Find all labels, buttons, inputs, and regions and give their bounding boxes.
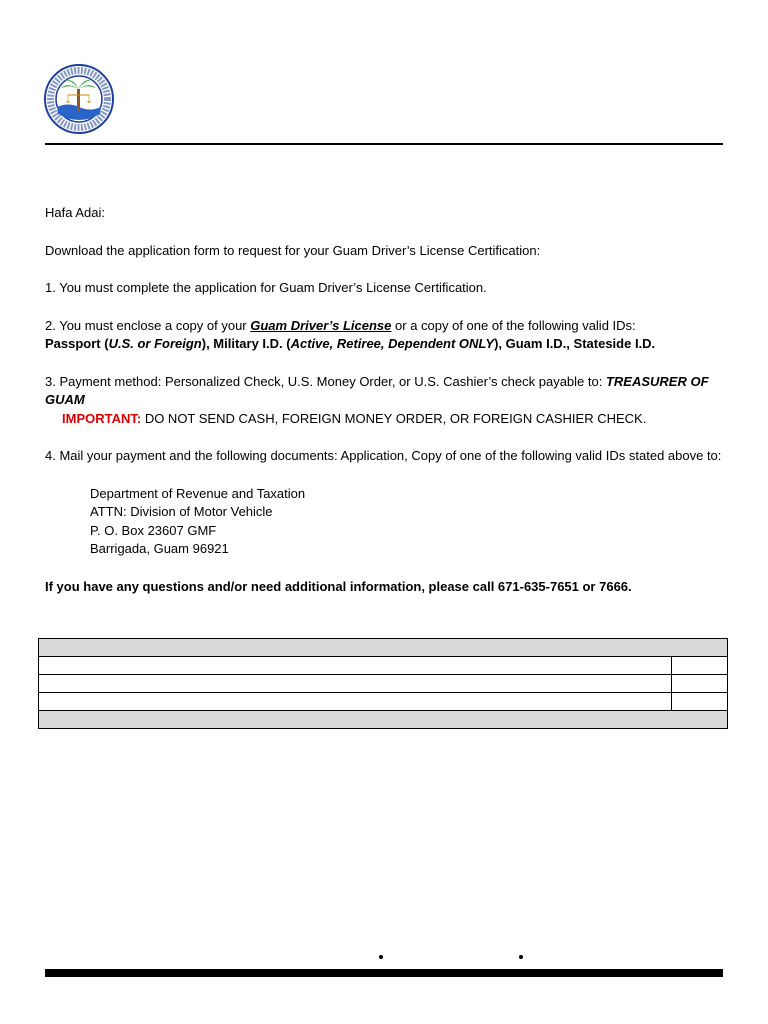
step-1: 1. You must complete the application for Guam Driver’s License Certification. [45, 280, 487, 295]
contact-info: If you have any questions and/or need additional information, please call 671-635-7651 or 7666. [45, 578, 632, 594]
step-4: 4. Mail your payment and the following documents: Application, Copy of one of the following valid IDs stated above to: [45, 448, 722, 463]
table-row [39, 711, 728, 729]
payee: TREASURER OF GUAM [45, 373, 709, 407]
table-row [39, 693, 728, 711]
footer-dot [379, 955, 383, 959]
form-table [38, 638, 728, 729]
greeting: Hafa Adai: [45, 205, 105, 220]
letter-body [45, 204, 723, 615]
table-row [39, 639, 728, 657]
footer-rule [45, 969, 723, 977]
mailing-address: Department of Revenue and Taxation ATTN: Division of Motor Vehicle P. O. Box 23607 GMF Barrigada, Guam 96921 [90, 485, 306, 556]
intro-text: Download the application form to request for your Guam Driver’s License Certification: [45, 242, 541, 258]
footer-dot [519, 955, 523, 959]
step-2: 2. You must enclose a copy of your Guam Driver’s License or a copy of one of the following valid IDs: Passport (U.S. or Foreign), Military I.D. (Active, Retiree, Dependent ONLY), Guam I.D., Stateside I.D. [45, 317, 656, 351]
dept-revenue-taxation-seal [44, 64, 114, 134]
table-row [39, 657, 728, 675]
important-label: IMPORTANT: [62, 410, 142, 426]
step-3: 3. Payment method: Personalized Check, U.S. Money Order, or U.S. Cashier’s check payable to: TREASURER OF GUAM IMPORTANT: DO NOT SEND CASH, FOREIGN MONEY ORDER, OR FOREIGN CASHIER CHECK. [45, 373, 709, 426]
license-emphasis: Guam Driver’s License [250, 317, 392, 333]
header-rule [45, 143, 723, 145]
important-text: DO NOT SEND CASH, FOREIGN MONEY ORDER, OR FOREIGN CASHIER CHECK. [141, 410, 647, 426]
table-row [39, 675, 728, 693]
